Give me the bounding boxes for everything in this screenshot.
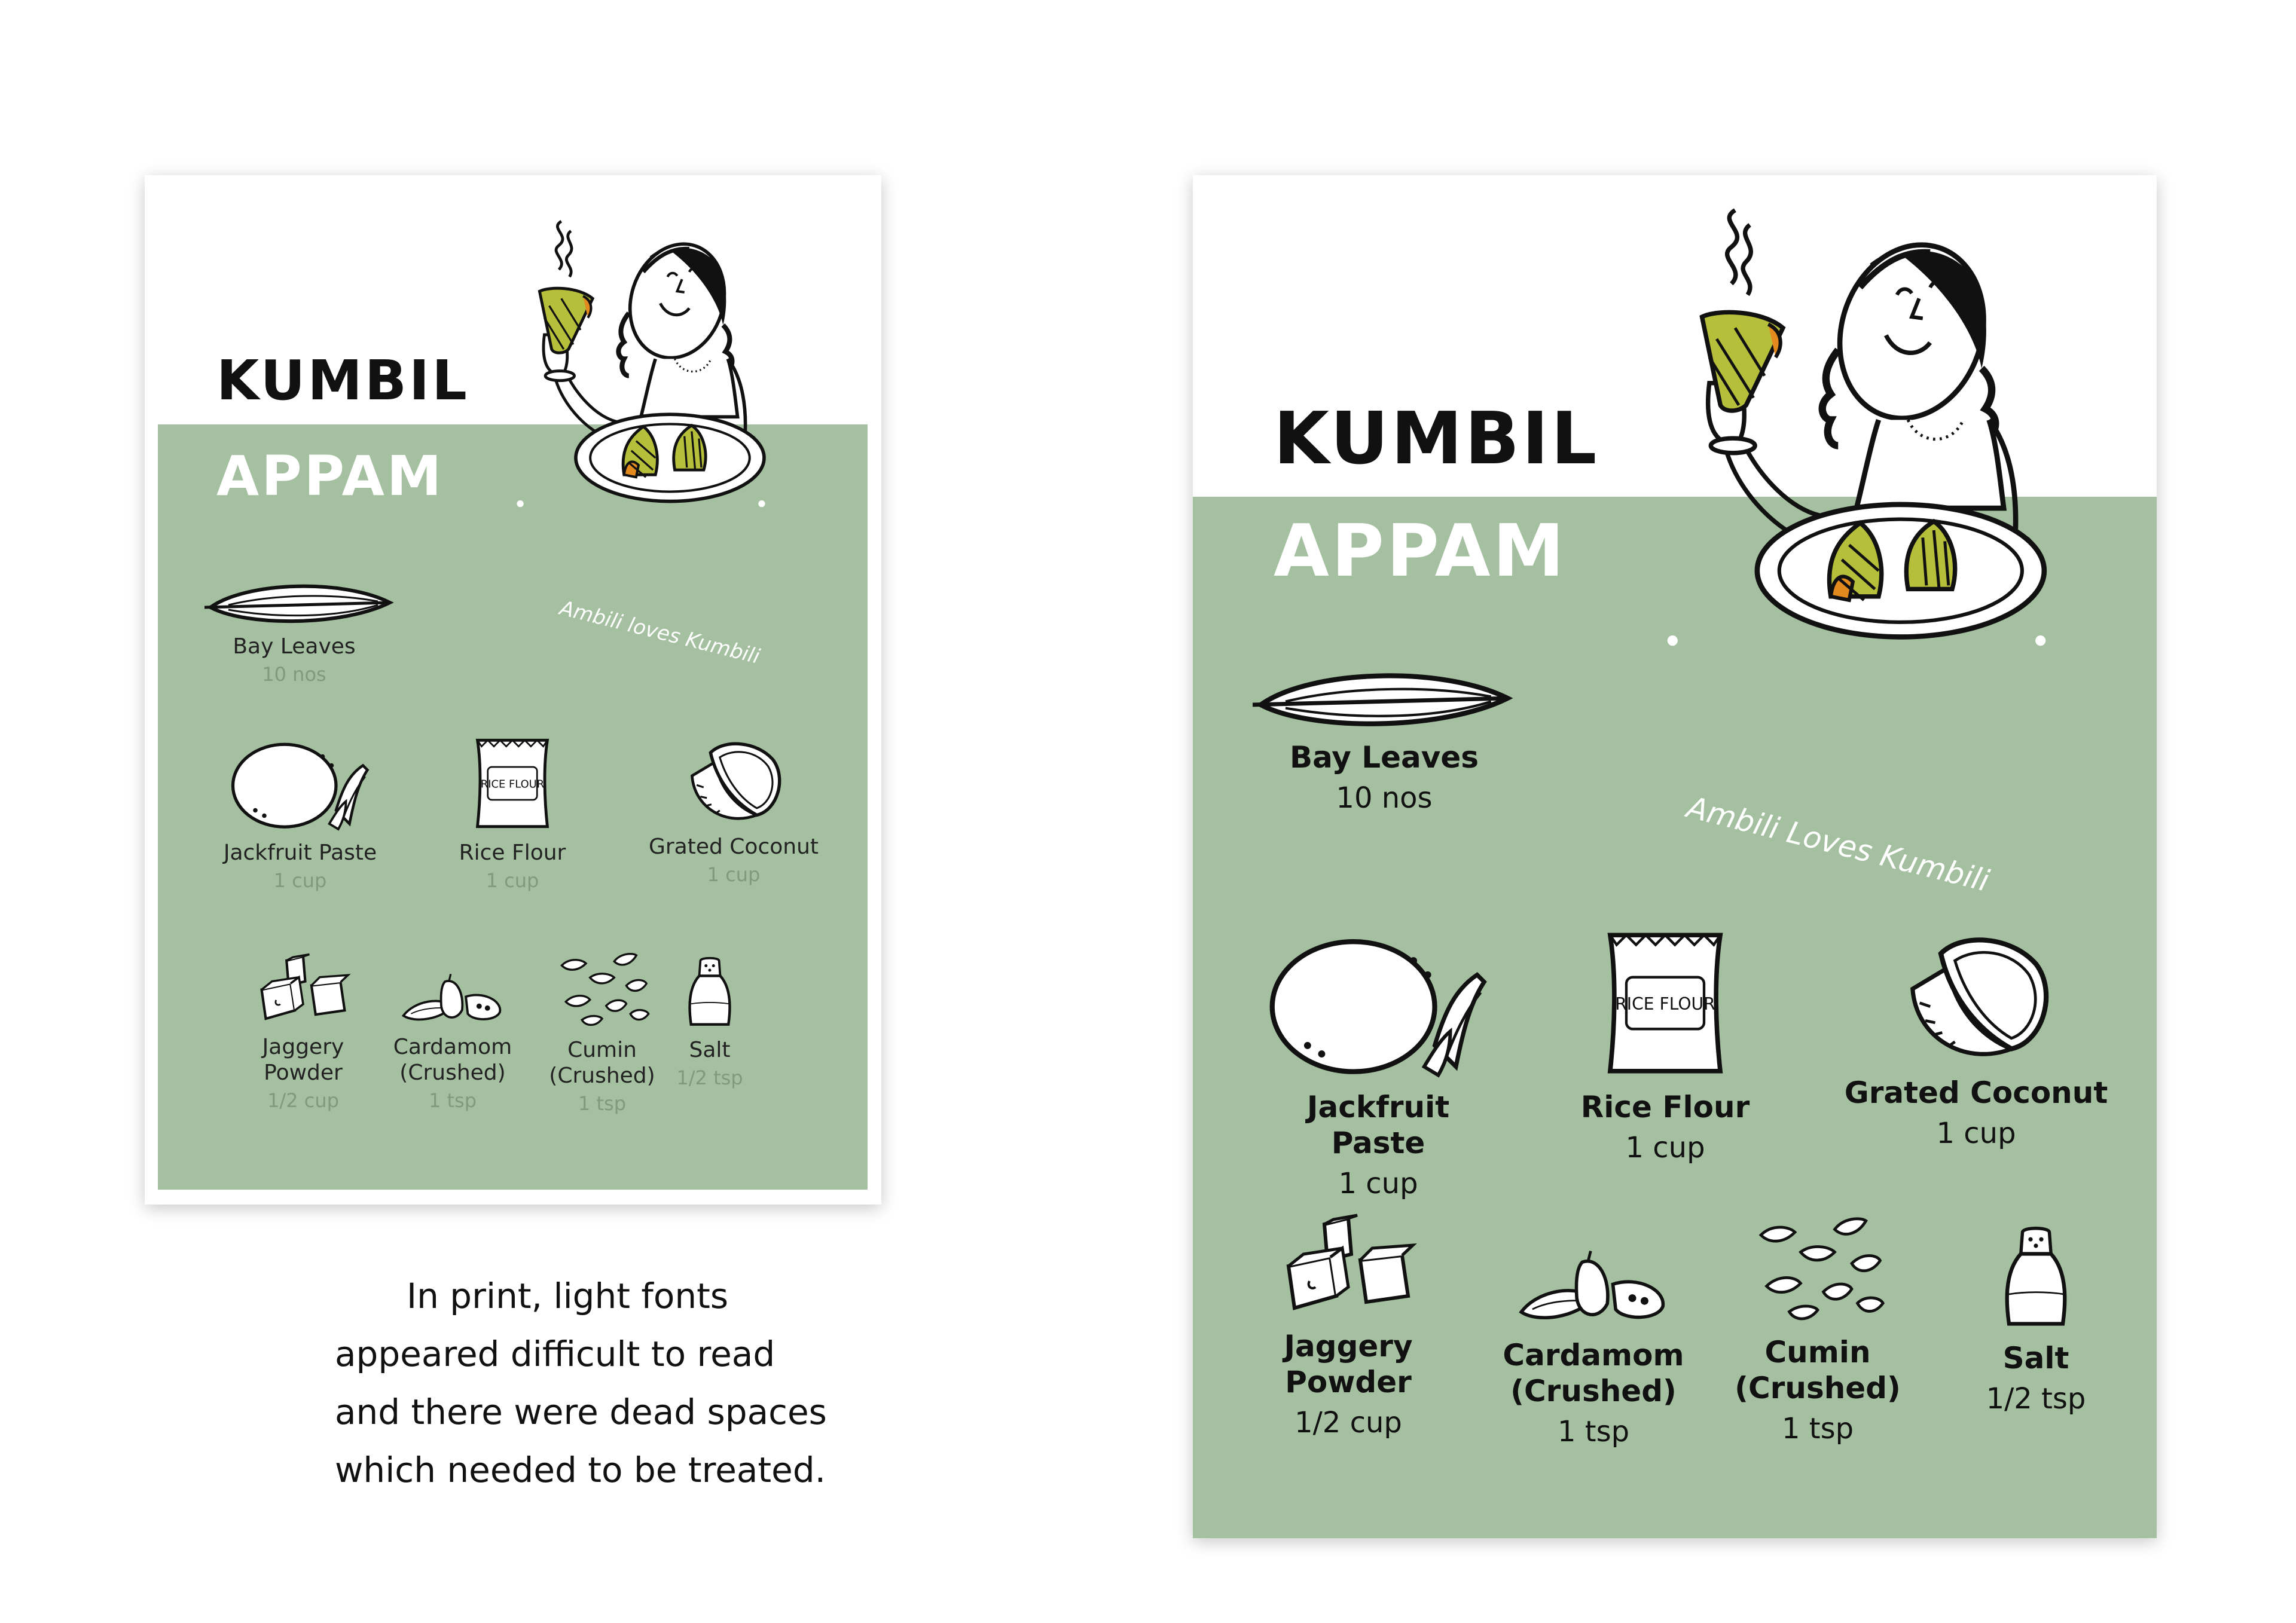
ingredient-qty: 1/2 cup xyxy=(1294,1406,1402,1439)
ingredient-qty: 1 tsp xyxy=(1557,1415,1630,1448)
ingredient-qty: 10 nos xyxy=(262,663,326,686)
rice-flour-bag-icon xyxy=(471,734,554,833)
ingredient-qty: 10 nos xyxy=(1336,781,1433,815)
ingredient-qty: 1 cup xyxy=(273,869,327,893)
note-line: appeared difficult to read xyxy=(335,1334,775,1374)
recipe-title: KUMBIL xyxy=(216,349,469,412)
tagline: Ambili loves Kumbili xyxy=(557,596,762,669)
ingredient-grated-coconut xyxy=(635,734,832,886)
recipe-card-draft xyxy=(145,175,881,1205)
ingredient-qty: 1/2 tsp xyxy=(676,1066,743,1090)
ambili-character-illustration xyxy=(515,214,767,523)
ingredient-name: Jackfruit Paste xyxy=(1306,1090,1450,1160)
recipe-card-revised xyxy=(1193,175,2157,1538)
ingredient-qty: 1 tsp xyxy=(428,1089,477,1112)
ingredient-bay-leaves xyxy=(1253,665,1516,815)
recipe-subtitle: APPAM xyxy=(216,444,444,508)
cardamom-icon xyxy=(396,970,509,1027)
salt-shaker-icon xyxy=(683,955,737,1030)
recipe-title: KUMBIL xyxy=(1274,398,1599,481)
ingredient-name: Cardamom (Crushed) xyxy=(393,1035,512,1086)
bay-leaf-icon xyxy=(1253,665,1516,731)
ingredient-qty: 1 cup xyxy=(1625,1131,1705,1164)
jaggery-icon xyxy=(252,952,354,1027)
ingredient-cardamom xyxy=(1492,1245,1695,1448)
cumin-icon xyxy=(551,949,653,1030)
ambili-character-illustration xyxy=(1665,199,2048,670)
ingredient-name: Grated Coconut xyxy=(1844,1075,2108,1110)
ingredient-name: Salt xyxy=(689,1038,731,1062)
ingredient-name: Jaggery Powder xyxy=(262,1035,344,1086)
ingredient-name: Jaggery Powder xyxy=(1284,1329,1413,1399)
ingredient-name: Grated Coconut xyxy=(648,835,819,859)
ingredient-cumin xyxy=(542,949,662,1115)
ingredient-qty: 1/2 cup xyxy=(267,1089,339,1112)
note-line: which needed to be treated. xyxy=(335,1450,826,1490)
rice-flour-bag-label: RICE FLOUR xyxy=(1615,994,1715,1014)
ingredient-name: Cardamom (Crushed) xyxy=(1503,1338,1684,1408)
cumin-icon xyxy=(1746,1212,1889,1326)
ingredient-name: Salt xyxy=(2002,1341,2069,1376)
ingredient-cardamom xyxy=(384,970,521,1112)
ingredient-qty: 1 cup xyxy=(486,869,539,893)
ingredient-jaggery-powder xyxy=(240,952,366,1112)
ingredient-jackfruit-paste xyxy=(216,734,384,892)
rice-flour-bag-label: RICE FLOUR xyxy=(480,778,545,791)
ingredient-cumin xyxy=(1725,1212,1910,1445)
design-note xyxy=(335,1267,849,1499)
ingredient-qty: 1 tsp xyxy=(1781,1412,1854,1445)
salt-shaker-icon xyxy=(1997,1224,2075,1332)
ingredient-salt xyxy=(665,955,755,1089)
ingredient-salt xyxy=(1970,1224,2102,1416)
jaggery-icon xyxy=(1277,1212,1420,1320)
ingredient-jaggery-powder xyxy=(1250,1212,1447,1439)
ingredient-name: Bay Leaves xyxy=(233,634,356,659)
ingredient-jackfruit-paste xyxy=(1259,925,1498,1200)
ingredient-name: Rice Flour xyxy=(1580,1090,1750,1124)
note-line: In print, light fonts xyxy=(407,1276,729,1316)
ingredient-name: Cumin (Crushed) xyxy=(1735,1335,1901,1405)
coconut-icon xyxy=(1898,925,2054,1066)
ingredient-qty: 1/2 tsp xyxy=(1986,1382,2086,1416)
recipe-subtitle: APPAM xyxy=(1274,510,1567,593)
bay-leaf-icon xyxy=(204,579,396,626)
coconut-icon xyxy=(683,734,784,827)
ingredient-bay-leaves xyxy=(204,579,384,686)
tagline: Ambili Loves Kumbili xyxy=(1683,790,1993,898)
rice-flour-bag-icon xyxy=(1599,925,1731,1081)
jackfruit-icon xyxy=(228,734,372,833)
ingredient-qty: 1 cup xyxy=(1338,1167,1418,1200)
ingredient-grated-coconut xyxy=(1833,925,2120,1150)
ingredient-rice-flour xyxy=(444,734,581,892)
ingredient-name: Jackfruit Paste xyxy=(223,840,377,865)
jackfruit-icon xyxy=(1265,925,1492,1081)
cardamom-icon xyxy=(1516,1245,1671,1329)
ingredient-qty: 1 cup xyxy=(707,863,761,887)
ingredient-name: Rice Flour xyxy=(459,840,566,865)
ingredient-name: Cumin (Crushed) xyxy=(549,1038,655,1089)
ingredient-qty: 1 tsp xyxy=(578,1092,627,1115)
ingredient-rice-flour xyxy=(1564,925,1767,1164)
note-line: and there were dead spaces xyxy=(335,1392,827,1432)
ingredient-qty: 1 cup xyxy=(1936,1117,2016,1150)
ingredient-name: Bay Leaves xyxy=(1289,740,1479,775)
